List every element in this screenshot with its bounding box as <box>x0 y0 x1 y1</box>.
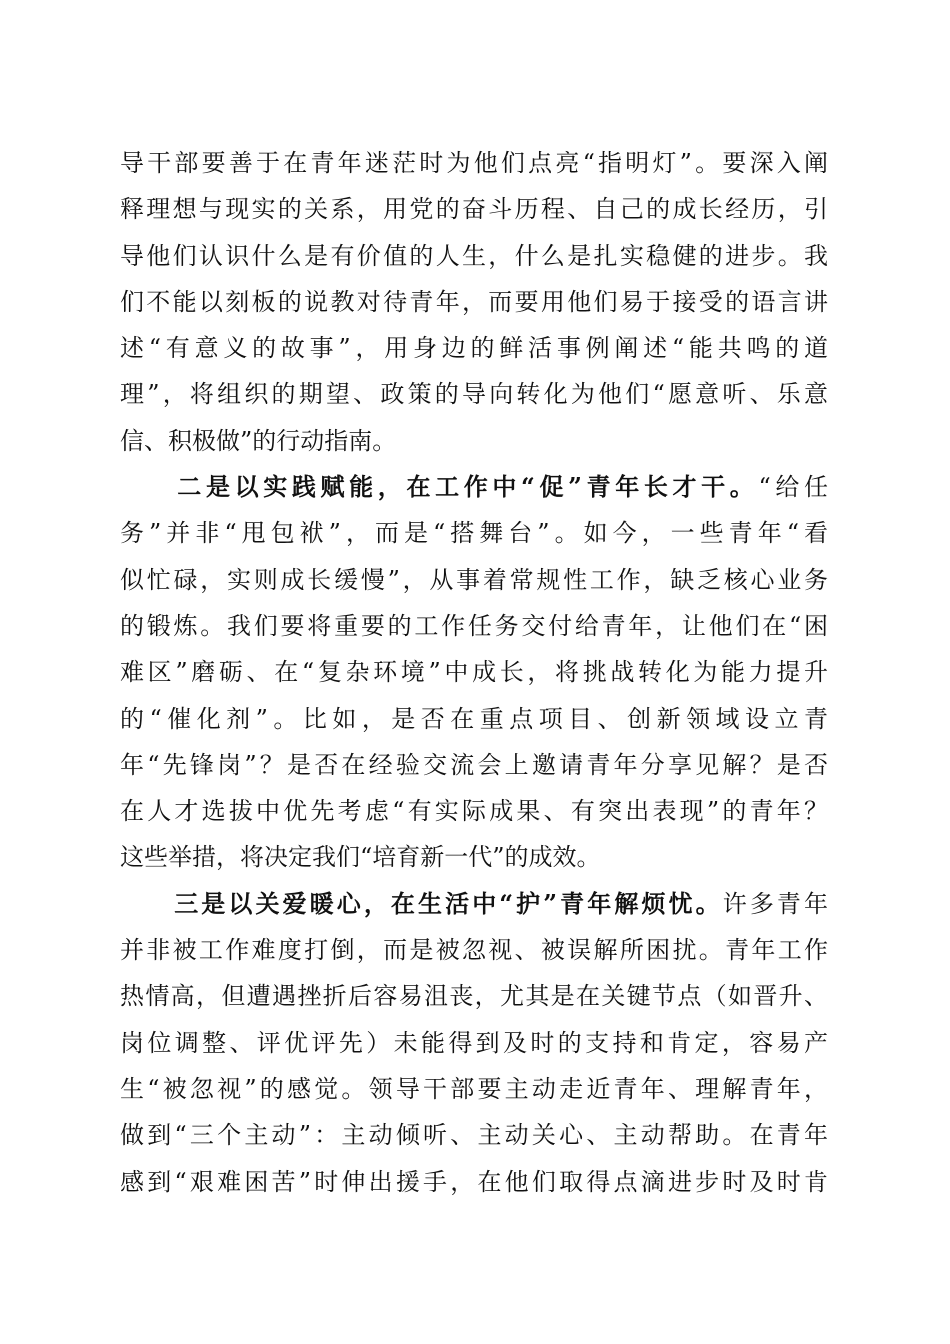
paragraph-indent <box>120 890 174 918</box>
text-line: 的“催化剂”。比如，是否在重点项目、创新领域设立青 <box>120 704 828 733</box>
text-line: 生“被忽视”的感觉。领导干部要主动走近青年、理解青年， <box>120 1074 828 1103</box>
paragraph-heading: 二是以实践赋能，在工作中“促”青年长才干。 <box>177 472 759 502</box>
text-line: 的锻炼。我们要将重要的工作任务交付给青年，让他们在“困 <box>120 611 828 640</box>
paragraph-heading: 三是以关爱暖心，在生活中“护”青年解烦忧。 <box>174 888 723 918</box>
text-span: 许多青年 <box>722 889 829 918</box>
text-line: 年“先锋岗”？是否在经验交流会上邀请青年分享见解？是否 <box>120 750 828 779</box>
paragraph-start-line <box>120 464 828 510</box>
text-span: “给任 <box>758 473 828 502</box>
text-line: 导干部要善于在青年迷茫时为他们点亮“指明灯”。要深入阐 <box>120 149 828 177</box>
text-line: 岗位调整、评优评先）未能得到及时的支持和肯定，容易产 <box>120 1028 828 1057</box>
text-line: 务”并非“甩包袱”，而是“搭舞台”。如今，一些青年“看 <box>120 519 828 548</box>
paragraph-indent <box>120 473 177 501</box>
paragraph-start-line <box>120 881 828 927</box>
text-line: 述“有意义的故事”，用身边的鲜活事例阐述“能共鸣的道 <box>120 334 828 363</box>
body-text <box>120 140 828 1205</box>
text-line: 们不能以刻板的说教对待青年，而要用他们易于接受的语言讲 <box>120 287 828 316</box>
text-line: 释理想与现实的关系，用党的奋斗历程、自己的成长经历，引 <box>120 195 828 224</box>
text-line: 难区”磨砺、在“复杂环境”中成长，将挑战转化为能力提升 <box>120 658 828 687</box>
text-line: 感到“艰难困苦”时伸出援手，在他们取得点滴进步时及时肯 <box>120 1167 828 1196</box>
text-line: 并非被工作难度打倒，而是被忽视、被误解所困扰。青年工作 <box>120 936 828 965</box>
text-line: 热情高，但遭遇挫折后容易沮丧，尤其是在关键节点（如晋升、 <box>120 982 828 1011</box>
text-line: 这些举措，将决定我们“培育新一代”的成效。 <box>120 843 601 872</box>
text-line: 导他们认识什么是有价值的人生，什么是扎实稳健的进步。我 <box>120 241 828 270</box>
text-line: 信、积极做”的行动指南。 <box>120 426 397 455</box>
text-line: 做到“三个主动”：主动倾听、主动关心、主动帮助。在青年 <box>120 1121 828 1150</box>
text-line: 在人才选拔中优先考虑“有实际成果、有突出表现”的青年？ <box>120 797 828 826</box>
text-line: 理”，将组织的期望、政策的导向转化为他们“愿意听、乐意 <box>120 380 828 409</box>
text-line: 似忙碌，实则成长缓慢”，从事着常规性工作，缺乏核心业务 <box>120 565 828 594</box>
